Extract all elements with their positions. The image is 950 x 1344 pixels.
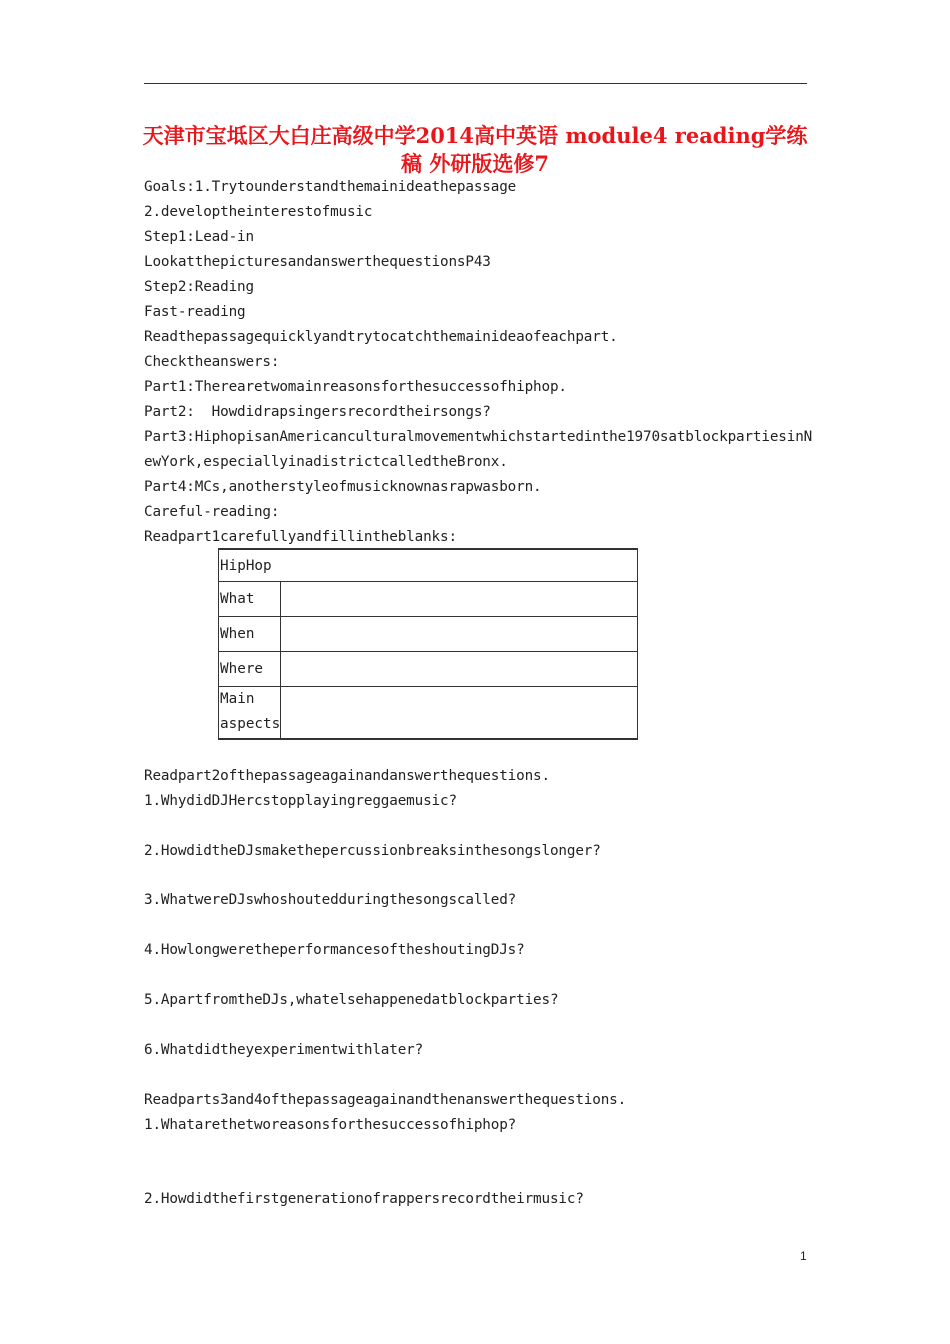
- answer-cell-what[interactable]: [281, 582, 638, 617]
- table-row: [219, 652, 638, 687]
- section2-intro: Readpart2ofthepassageagainandanswerthequestions.: [144, 768, 550, 784]
- fast-reading-instruction: Readthepassagequicklyandtrytocatchthemainideaofeachpart.: [144, 329, 618, 345]
- row-label-main-aspects: [219, 687, 281, 739]
- table-row: [219, 687, 638, 739]
- table-row: [219, 582, 638, 617]
- goals-line-2: 2.developtheinterestofmusic: [144, 204, 373, 220]
- page-number: 1: [800, 1249, 807, 1263]
- row-label-when: When: [219, 617, 281, 652]
- check-answers-heading: Checktheanswers:: [144, 354, 280, 370]
- row-label-what: What: [219, 582, 281, 617]
- part3-line-cont: ewYork,especiallyinadistrictcalledtheBronx.: [144, 454, 508, 470]
- row-label-main: Main: [220, 691, 255, 708]
- row-label-where: Where: [219, 652, 281, 687]
- step1-heading: Step1:Lead-in: [144, 229, 254, 245]
- step1-instruction: LookatthepicturesandanswerthequestionsP43: [144, 254, 491, 270]
- question-2-2: 2.HowdidtheDJsmakethepercussionbreaksinthesongslonger?: [144, 843, 601, 859]
- part2-line: Part2: Howdidrapsingersrecordtheirsongs?: [144, 404, 491, 420]
- careful-reading-instruction: Readpart1carefullyandfillintheblanks:: [144, 529, 457, 545]
- question-2-1: 1.WhydidDJHercstopplayingreggaemusic?: [144, 793, 457, 809]
- part1-line: Part1:Therearetwomainreasonsforthesuccessofhiphop.: [144, 379, 567, 395]
- header-rule: [144, 83, 807, 84]
- table-header-row: [219, 549, 638, 582]
- question-2-6: 6.Whatdidtheyexperimentwithlater?: [144, 1042, 424, 1058]
- table-row: [219, 617, 638, 652]
- question-3-1: 1.Whatarethetworeasonsforthesuccessofhiphop?: [144, 1117, 517, 1133]
- answer-cell-when[interactable]: [281, 617, 638, 652]
- part3-line: Part3:HiphopisanAmericanculturalmovementwhichstartedinthe1970satblockpartiesinN: [144, 429, 813, 445]
- answer-cell-main-aspects[interactable]: [281, 687, 638, 739]
- part4-line: Part4:MCs,anotherstyleofmusicknownasrapwasborn.: [144, 479, 542, 495]
- table-header-cell: HipHop: [219, 549, 638, 582]
- row-label-aspects: aspects: [220, 716, 281, 733]
- fast-reading-heading: Fast-reading: [144, 304, 246, 320]
- step2-heading: Step2:Reading: [144, 279, 254, 295]
- document-title: 天津市宝坻区大白庄高级中学2014高中英语 module4 reading学练稿 外研版选修7: [142, 123, 808, 176]
- hiphop-table: [218, 548, 638, 740]
- question-2-4: 4.HowlongweretheperformancesoftheshoutingDJs?: [144, 942, 525, 958]
- section3-intro: Readparts3and4ofthepassageagainandthenanswerthequestions.: [144, 1092, 627, 1108]
- question-2-5: 5.ApartfromtheDJs,whatelsehappenedatblockparties?: [144, 992, 559, 1008]
- careful-reading-heading: Careful-reading:: [144, 504, 280, 520]
- question-2-3: 3.WhatwereDJswhoshoutedduringthesongscalled?: [144, 892, 517, 908]
- goals-line-1: Goals:1.Trytounderstandthemainideathepassage: [144, 179, 517, 195]
- question-3-2: 2.Howdidthefirstgenerationofrappersrecordtheirmusic?: [144, 1191, 584, 1207]
- answer-cell-where[interactable]: [281, 652, 638, 687]
